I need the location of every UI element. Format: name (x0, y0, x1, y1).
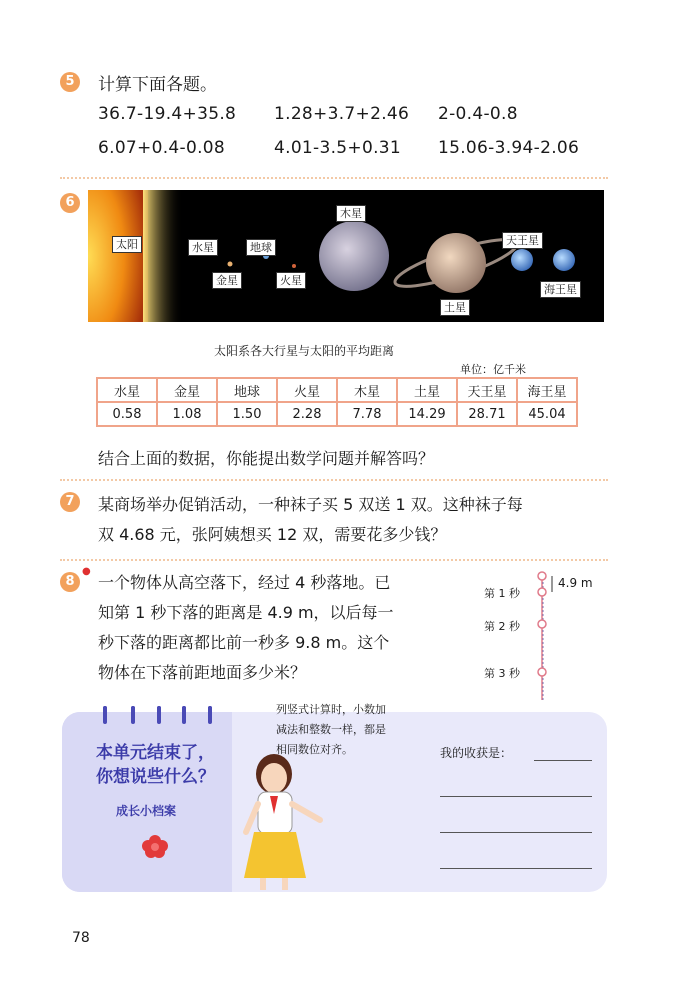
fall-second-label: 第 2 秒 (484, 620, 520, 633)
distance-table (96, 377, 578, 427)
binder-ring (157, 706, 161, 724)
table-cell: 28.71 (457, 402, 517, 426)
calc-expression: 1.28+3.7+2.46 (274, 104, 410, 124)
section-divider (60, 479, 608, 481)
planet-label-mercury: 水星 (188, 239, 218, 256)
question-number-badge: 7 (60, 492, 80, 512)
table-cell: 7.78 (337, 402, 397, 426)
table-header-cell: 天王星 (457, 378, 517, 402)
table-header-cell: 火星 (277, 378, 337, 402)
planet-label-sun: 太阳 (112, 236, 142, 253)
table-cell: 1.50 (217, 402, 277, 426)
table-header-cell: 木星 (337, 378, 397, 402)
fall-second-label: 第 3 秒 (484, 667, 520, 680)
page-number: 78 (72, 930, 90, 946)
table-title: 太阳系各大行星与太阳的平均距离 (214, 344, 395, 358)
calc-expression: 36.7-19.4+35.8 (98, 104, 237, 124)
archive-subtitle: 成长小档案 (116, 804, 177, 818)
harvest-label: 我的收获是： (440, 746, 513, 760)
planet-label-earth: 地球 (246, 239, 276, 256)
girl-character-illustration (236, 752, 336, 892)
challenge-star-icon: ● (82, 566, 91, 577)
solar-system-image (88, 190, 604, 322)
table-cell: 2.28 (277, 402, 337, 426)
section-divider (60, 177, 608, 179)
planet-label-saturn: 土星 (440, 299, 470, 316)
flower-icon (142, 834, 168, 858)
answer-line[interactable] (440, 796, 592, 797)
planet-label-jupiter: 木星 (336, 205, 366, 222)
table-row (97, 402, 577, 426)
calc-expression: 6.07+0.4-0.08 (98, 138, 226, 158)
question-number-badge: 5 (60, 72, 80, 92)
table-header-cell: 地球 (217, 378, 277, 402)
section-divider (60, 559, 608, 561)
question-text: 知第 1 秒下落的距离是 4.9 m，以后每一 (98, 603, 394, 622)
question-text: 某商场举办促销活动，一种袜子买 5 双送 1 双。这种袜子每 (98, 495, 523, 514)
table-header-cell: 土星 (397, 378, 457, 402)
tip-text: 减法和整数一样，都是 (276, 723, 386, 736)
planet-label-neptune: 海王星 (540, 281, 581, 298)
question-text: 一个物体从高空落下，经过 4 秒落地。已 (98, 573, 391, 592)
fall-distance-label: 4.9 m (558, 576, 593, 590)
archive-title: 你想说些什么？ (96, 767, 215, 787)
calc-expression: 4.01-3.5+0.31 (274, 138, 402, 158)
planet-label-mars: 火星 (276, 272, 306, 289)
binder-ring (103, 706, 107, 724)
calc-expression: 15.06-3.94-2.06 (438, 138, 580, 158)
binder-ring (131, 706, 135, 724)
question-text: 结合上面的数据，你能提出数学问题并解答吗？ (98, 449, 435, 468)
answer-line[interactable] (534, 760, 592, 761)
table-cell: 45.04 (517, 402, 577, 426)
tip-text: 相同数位对齐。 (276, 743, 353, 756)
binder-ring (182, 706, 186, 724)
question-text: 秒下落的距离都比前一秒多 9.8 m。这个 (98, 633, 390, 652)
question-text: 物体在下落前距地面多少米？ (98, 663, 307, 682)
table-cell: 14.29 (397, 402, 457, 426)
table-header-cell: 海王星 (517, 378, 577, 402)
table-cell: 0.58 (97, 402, 157, 426)
fall-distance-diagram (530, 570, 560, 704)
archive-title: 本单元结束了， (96, 743, 215, 763)
table-header-row (97, 378, 577, 402)
unit-label: 单位：亿千米 (460, 363, 526, 376)
question-text: 双 4.68 元，张阿姨想买 12 双，需要花多少钱？ (98, 525, 447, 544)
table-header-cell: 水星 (97, 378, 157, 402)
question-title: 计算下面各题。 (98, 75, 217, 95)
binder-ring (208, 706, 212, 724)
answer-line[interactable] (440, 832, 592, 833)
calc-expression: 2-0.4-0.8 (438, 104, 518, 124)
tip-text: 列竖式计算时，小数加 (276, 703, 386, 716)
question-number-badge: 6 (60, 193, 80, 213)
planet-label-uranus: 天王星 (502, 232, 543, 249)
question-number-badge: 8 (60, 572, 80, 592)
fall-second-label: 第 1 秒 (484, 587, 520, 600)
table-header-cell: 金星 (157, 378, 217, 402)
planet-label-venus: 金星 (212, 272, 242, 289)
table-cell: 1.08 (157, 402, 217, 426)
answer-line[interactable] (440, 868, 592, 869)
